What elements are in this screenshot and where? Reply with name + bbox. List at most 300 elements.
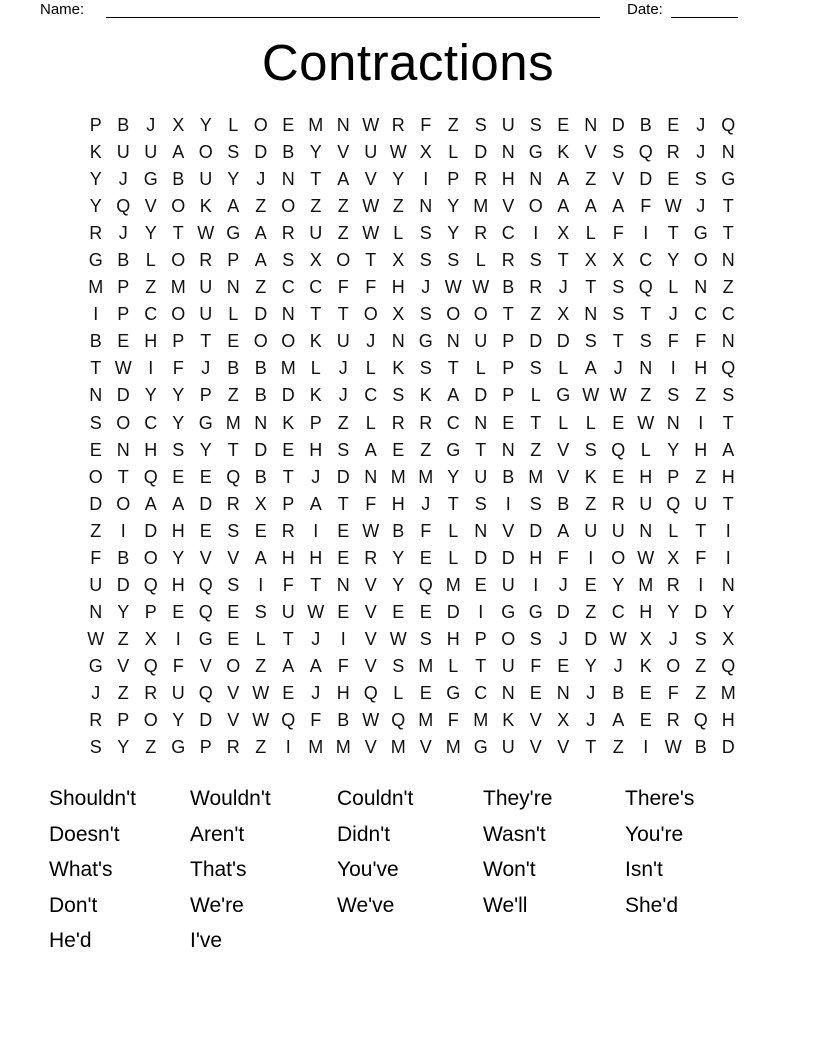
grid-letter: W [362,196,380,217]
grid-letter: J [311,466,321,487]
grid-letter: O [143,547,158,568]
grid-letter: O [473,304,488,325]
grid-letter: M [473,710,489,731]
grid-letter: Z [90,520,102,541]
grid-letter: P [117,710,130,731]
grid-letter: M [445,737,461,758]
grid-letter: E [612,412,625,433]
word-list-item: There's [625,787,695,810]
grid-letter: N [89,601,103,622]
grid-letter: N [226,277,240,298]
grid-letter: N [556,683,570,703]
grid-letter: R [474,169,488,190]
grid-letter: L [558,358,569,379]
grid-letter: F [337,277,349,298]
word-list-item: You're [625,822,684,846]
grid-letter: W [87,628,105,649]
grid-letter: V [227,683,240,703]
grid-letter: J [91,683,101,703]
grid-letter: F [420,520,432,541]
grid-letter: Z [585,169,597,190]
name-blank-line[interactable] [106,0,600,18]
grid-letter: N [391,331,405,352]
grid-letter: E [419,547,432,568]
grid-letter: Q [363,683,378,703]
word-list-item: I've [190,929,223,953]
grid-letter: W [664,737,682,758]
grid-letter: J [118,223,128,244]
grid-letter: V [502,520,515,541]
grid-letter: I [725,547,731,568]
grid-letter: K [199,196,212,217]
grid-letter: S [584,331,597,352]
grid-letter: S [392,655,405,676]
grid-letter: R [611,493,625,514]
grid-letter: N [446,331,460,352]
grid-letter: T [337,493,349,514]
grid-letter: H [391,277,405,298]
grid-letter: B [227,358,240,379]
grid-letter: S [612,304,625,325]
grid-letter: K [502,710,515,731]
grid-letter: I [643,223,649,244]
grid-letter: Y [227,169,240,190]
grid-letter: Q [391,710,406,731]
grid-letter: T [530,412,542,433]
grid-letter: Y [447,223,460,244]
grid-letter: B [254,385,267,406]
grid-letter: N [721,142,735,163]
grid-letter: J [366,331,376,352]
grid-letter: T [227,439,239,460]
grid-letter: R [89,710,103,731]
grid-letter: E [529,683,542,703]
word-list-item: We're [190,893,244,917]
grid-letter: F [337,655,349,676]
grid-letter: H [309,439,323,460]
grid-letter: R [391,115,405,136]
grid-letter: J [696,142,706,163]
grid-letter: M [170,277,186,298]
grid-letter: V [364,574,377,595]
grid-letter: V [502,196,515,217]
grid-letter: S [529,628,542,649]
grid-letter: Z [612,737,624,758]
grid-letter: B [117,250,130,271]
grid-letter: J [118,169,128,190]
word-list-item: She'd [625,893,679,917]
grid-letter: H [529,547,543,568]
grid-letter: W [307,601,325,622]
grid-letter: X [639,628,652,649]
grid-letter: B [254,466,267,487]
word-list-item: Wasn't [483,822,546,846]
grid-letter: J [668,304,678,325]
grid-letter: E [584,574,597,595]
grid-letter: J [256,169,266,190]
grid-letter: S [639,331,652,352]
date-blank-line[interactable] [671,0,738,18]
grid-letter: G [198,628,213,649]
grid-letter: W [637,547,655,568]
grid-letter: V [144,196,157,217]
grid-letter: I [698,574,704,595]
grid-letter: M [418,466,434,487]
grid-letter: X [309,250,322,271]
grid-letter: O [363,304,378,325]
grid-letter: R [529,277,543,298]
grid-letter: E [227,331,240,352]
grid-letter: G [446,439,461,460]
grid-letter: Q [418,574,433,595]
grid-letter: S [419,304,432,325]
grid-letter: J [558,574,568,595]
grid-letter: V [337,142,350,163]
grid-letter: Y [309,142,322,163]
grid-letter: Z [255,196,267,217]
grid-letter: H [391,493,405,514]
grid-letter: J [421,277,431,298]
grid-letter: H [694,358,708,379]
grid-letter: Z [695,385,707,406]
grid-letter: L [558,412,569,433]
grid-letter: A [447,385,460,406]
grid-letter: A [309,493,322,514]
grid-letter: S [419,223,432,244]
grid-letter: H [639,601,653,622]
grid-letter: N [639,520,653,541]
grid-letter: T [90,358,102,379]
word-list-item: We'll [483,893,528,917]
grid-letter: A [557,169,570,190]
grid-letter: Y [667,601,680,622]
grid-letter: B [254,358,267,379]
grid-letter: S [612,277,625,298]
grid-letter: S [227,574,240,595]
grid-letter: B [612,683,625,703]
grid-letter: Y [392,574,405,595]
grid-letter: N [529,169,543,190]
grid-letter: Y [117,737,130,758]
grid-letter: L [668,277,679,298]
grid-letter: P [117,304,130,325]
grid-letter: P [199,385,212,406]
grid-letter: P [502,331,515,352]
grid-letter: C [281,277,295,298]
grid-letter: S [694,628,707,649]
grid-letter: U [336,331,350,352]
word-search-grid [82,112,742,761]
grid-letter: I [533,574,539,595]
grid-letter: V [227,547,240,568]
grid-letter: I [588,547,594,568]
grid-letter: F [447,710,459,731]
grid-letter: T [475,439,487,460]
grid-letter: S [172,439,185,460]
grid-letter: O [171,304,186,325]
grid-letter: E [337,547,350,568]
grid-letter: Q [611,439,626,460]
grid-letter: S [419,628,432,649]
grid-letter: B [172,169,185,190]
grid-letter: L [310,358,321,379]
grid-letter: X [557,710,570,731]
grid-letter: E [282,115,295,136]
grid-letter: R [364,547,378,568]
grid-letter: U [474,331,488,352]
grid-letter: W [609,385,627,406]
word-list-item: Doesn't [49,822,120,846]
grid-letter: E [639,683,652,703]
grid-letter: V [557,439,570,460]
grid-letter: S [722,385,735,406]
grid-letter: C [309,277,323,298]
grid-letter: Z [695,466,707,487]
grid-letter: V [199,547,212,568]
grid-letter: C [501,223,515,244]
grid-letter: E [89,439,102,460]
grid-letter: K [557,142,570,163]
grid-letter: W [664,196,682,217]
grid-letter: L [393,223,404,244]
grid-letter: I [643,737,649,758]
grid-letter: Y [172,385,185,406]
grid-letter: A [144,493,157,514]
grid-letter: D [336,466,350,487]
grid-letter: F [557,547,569,568]
grid-letter: S [474,493,487,514]
grid-letter: Q [693,710,708,731]
word-list-item: Won't [483,858,536,882]
grid-letter: Y [172,547,185,568]
grid-letter: A [172,142,185,163]
grid-letter: A [557,520,570,541]
grid-letter: S [254,601,267,622]
grid-letter: Y [144,385,157,406]
grid-letter: C [611,601,625,622]
grid-letter: L [585,223,596,244]
grid-letter: Q [638,142,653,163]
grid-letter: Z [447,115,459,136]
page-title: Contractions [261,34,555,91]
grid-letter: Z [722,277,734,298]
grid-letter: P [502,385,515,406]
word-list-item: You've [337,858,399,882]
grid-letter: M [473,196,489,217]
grid-letter: L [145,250,156,271]
grid-letter: E [337,601,350,622]
grid-letter: Y [392,169,405,190]
grid-letter: I [340,628,346,649]
grid-letter: I [725,520,731,541]
grid-letter: X [392,304,405,325]
grid-letter: U [584,520,598,541]
grid-letter: B [117,547,130,568]
grid-letter: B [502,277,515,298]
grid-letter: S [419,250,432,271]
word-list-item: Didn't [337,822,391,846]
grid-letter: R [666,710,680,731]
grid-letter: C [144,304,158,325]
grid-letter: D [144,520,158,541]
grid-letter: E [199,520,212,541]
grid-letter: O [226,655,241,676]
word-list-item: What's [49,858,113,882]
grid-letter: S [474,115,487,136]
grid-letter: R [199,250,213,271]
grid-letter: O [693,250,708,271]
grid-letter: G [693,223,708,244]
grid-letter: B [337,710,350,731]
grid-letter: E [612,466,625,487]
grid-letter: W [389,142,407,163]
grid-letter: U [281,601,295,622]
grid-letter: E [337,520,350,541]
grid-letter: S [89,412,102,433]
grid-letter: N [584,115,598,136]
grid-letter: D [529,520,543,541]
grid-letter: G [446,683,461,703]
grid-letter: N [254,412,268,433]
grid-letter: U [694,493,708,514]
grid-letter: Z [530,439,542,460]
grid-letter: N [336,115,350,136]
grid-letter: I [423,169,429,190]
grid-letter: T [612,331,624,352]
grid-letter: U [501,737,515,758]
grid-letter: O [88,466,103,487]
grid-letter: D [611,115,625,136]
grid-letter: X [612,250,625,271]
grid-letter: U [89,574,103,595]
grid-letter: X [584,250,597,271]
grid-letter: A [584,358,597,379]
grid-letter: I [120,520,126,541]
grid-letter: D [89,493,103,514]
grid-letter: T [200,331,212,352]
grid-letter: A [172,493,185,514]
grid-letter: J [146,115,156,136]
grid-letter: M [720,683,736,703]
grid-letter: G [88,655,103,676]
grid-letter: T [282,628,294,649]
grid-letter: K [89,142,102,163]
grid-letter: L [530,385,541,406]
grid-letter: T [722,493,734,514]
grid-letter: S [282,250,295,271]
grid-letter: Q [143,574,158,595]
grid-letter: P [89,115,102,136]
grid-letter: M [638,574,654,595]
grid-letter: N [281,304,295,325]
grid-letter: J [586,683,596,703]
grid-letter: A [227,196,240,217]
grid-letter: R [89,223,103,244]
grid-letter: Z [145,737,157,758]
grid-letter: Z [227,385,239,406]
grid-letter: L [255,628,266,649]
grid-letter: R [391,412,405,433]
grid-letter: I [148,358,154,379]
grid-letter: W [252,710,270,731]
grid-letter: M [308,737,324,758]
grid-letter: K [392,358,405,379]
grid-letter: R [501,250,515,271]
grid-letter: S [337,439,350,460]
grid-letter: X [722,628,735,649]
grid-letter: S [227,520,240,541]
grid-letter: N [721,331,735,352]
grid-letter: Z [310,196,322,217]
grid-letter: W [362,710,380,731]
grid-letter: V [227,710,240,731]
grid-letter: P [502,358,515,379]
grid-letter: M [88,277,104,298]
grid-letter: Q [721,358,736,379]
grid-letter: J [201,358,211,379]
grid-letter: D [474,547,488,568]
grid-letter: R [281,520,295,541]
grid-letter: N [721,250,735,271]
grid-letter: Y [199,439,212,460]
grid-letter: L [228,115,239,136]
grid-letter: J [558,628,568,649]
word-list-column [337,781,483,959]
grid-letter: D [474,385,488,406]
grid-letter: J [311,628,321,649]
grid-letter: M [418,655,434,676]
grid-letter: Z [337,196,349,217]
grid-letter: H [446,628,460,649]
grid-letter: F [365,493,377,514]
grid-letter: J [613,655,623,676]
grid-letter: I [505,493,511,514]
grid-letter: S [667,385,680,406]
grid-letter: U [199,277,213,298]
grid-letter: N [474,412,488,433]
grid-letter: E [557,115,570,136]
grid-letter: T [502,304,514,325]
grid-letter: O [253,331,268,352]
grid-letter: O [171,250,186,271]
grid-letter: T [585,737,597,758]
grid-letter: W [582,385,600,406]
grid-letter: Y [117,601,130,622]
word-list-item: That's [190,858,247,882]
grid-letter: C [364,385,378,406]
grid-letter: F [172,358,184,379]
grid-letter: J [338,358,348,379]
grid-letter: X [172,115,185,136]
grid-letter: W [609,628,627,649]
grid-letter: Z [255,655,267,676]
word-list-item: He'd [49,929,92,953]
grid-letter: L [475,250,486,271]
grid-letter: U [611,520,625,541]
grid-letter: E [557,655,570,676]
grid-letter: V [199,655,212,676]
grid-letter: Q [721,655,736,676]
grid-letter: Y [667,250,680,271]
grid-letter: F [695,331,707,352]
grid-letter: V [529,710,542,731]
grid-letter: O [446,304,461,325]
grid-letter: J [338,385,348,406]
grid-letter: G [528,142,543,163]
grid-letter: K [282,412,295,433]
grid-letter: N [419,196,433,217]
grid-letter: U [116,142,130,163]
